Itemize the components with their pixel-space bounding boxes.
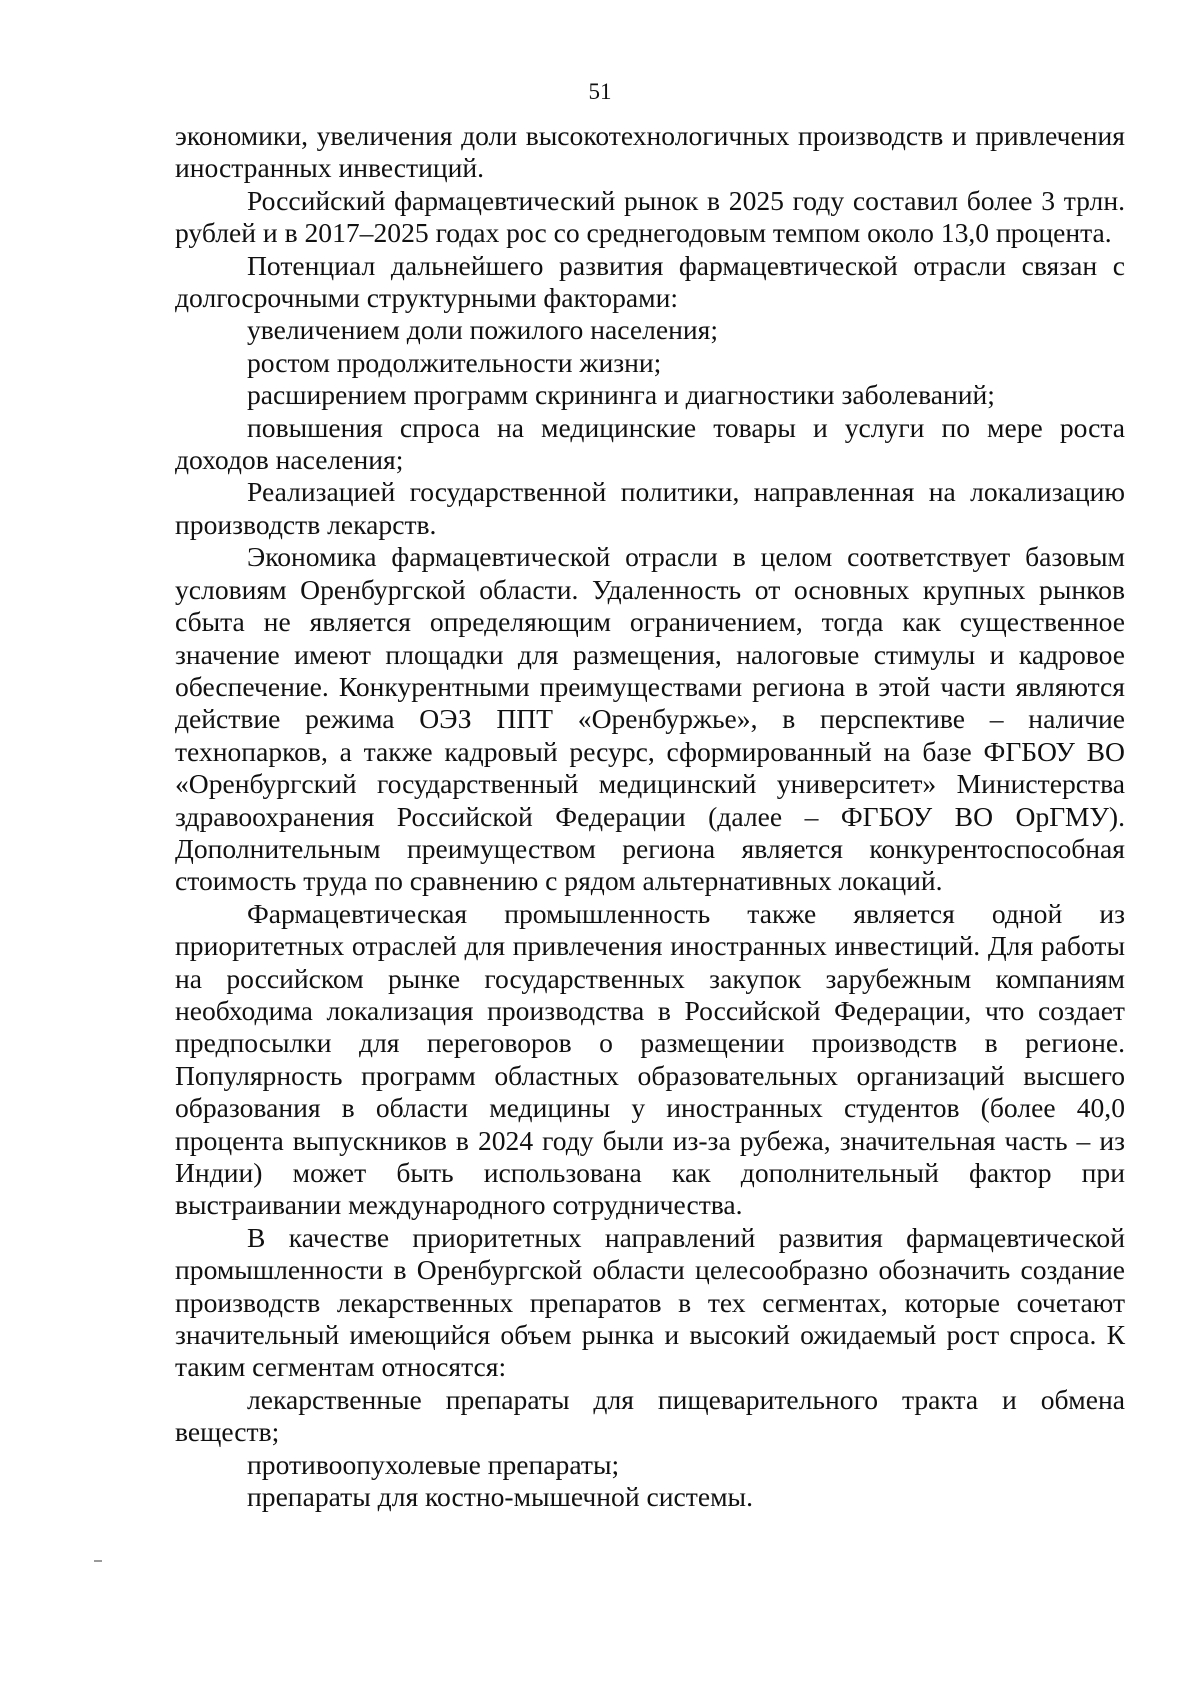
paragraph-foreign-investment: Фармацевтическая промышленность также является одной из приоритетных отраслей для привлечения иностранных инвестиций. Для работы на российском рынке государственных закупок зарубежным компаниям необходима локализация производства в Российской Федерации, что создает предпосылки для переговоров о размещении производств в регионе. Популярность программ областных образовательных организаций высшего образования в области медицины у иностранных студентов (более 40,0 процента выпускников в 2024 году были из-за рубежа, значительная часть – из Индии) может быть использована как дополнительный фактор при выстраивании международного сотрудничества. xyxy=(175,897,1125,1221)
list-item-elderly-population: увеличением доли пожилого населения; xyxy=(247,314,718,346)
paragraph-priority-directions: В качестве приоритетных направлений развития фармацевтической промышленности в Оренбургской области целесообразно обозначить создание производств лекарственных препаратов в тех сегментах, которые сочетают значительный имеющийся объем рынка и высокий ожидаемый рост спроса. К таким сегментам относятся: xyxy=(175,1221,1125,1383)
paragraph-continuation: экономики, увеличения доли высокотехнологичных производств и привлечения иностранных инвестиций. xyxy=(175,120,1125,184)
list-item-antitumor-drugs: противоопухолевые препараты; xyxy=(247,1448,620,1480)
paragraph-market-size: Российский фармацевтический рынок в 2025 году составил более 3 трлн. рублей и в 2017–2025 годах рос со среднегодовым темпом около 13,0 процента. xyxy=(175,184,1125,249)
paragraph-regional-economics: Экономика фармацевтической отрасли в целом соответствует базовым условиям Оренбургской области. Удаленность от основных крупных рынков сбыта не является определяющим ограничением, тогда как существенное значение имеют площадки для размещения, налоговые стимулы и кадровое обеспечение. Конкурентными преимуществами региона в этой части являются действие режима ОЭЗ ППТ «Оренбуржье», в перспективе – наличие технопарков, а также кадровый ресурс, сформированный на базе ФГБОУ ВО «Оренбургский государственный медицинский университет» Министерства здравоохранения Российской Федерации (далее – ФГБОУ ВО ОрГМУ). Дополнительным преимуществом региона является конкурентоспособная стоимость труда по сравнению с рядом альтернативных локаций. xyxy=(175,541,1125,897)
list-item-life-expectancy: ростом продолжительности жизни; xyxy=(247,346,662,378)
list-item-localization-policy: Реализацией государственной политики, направленная на локализацию производств лекарств. xyxy=(175,476,1125,540)
list-item-musculoskeletal-drugs: препараты для костно-мышечной системы. xyxy=(247,1481,753,1513)
list-item-screening-programs: расширением программ скрининга и диагностики заболеваний; xyxy=(247,379,995,411)
list-item-digestive-drugs: лекарственные препараты для пищеварительного тракта и обмена веществ; xyxy=(175,1383,1125,1448)
scan-artifact xyxy=(94,1560,102,1562)
paragraph-growth-potential: Потенциал дальнейшего развития фармацевтической отрасли связан с долгосрочными структурными факторами: xyxy=(175,249,1125,314)
page-number: 51 xyxy=(588,79,612,104)
list-item-demand-growth: повышения спроса на медицинские товары и услуги по мере роста доходов населения; xyxy=(175,411,1125,476)
document-body xyxy=(175,120,1125,1513)
